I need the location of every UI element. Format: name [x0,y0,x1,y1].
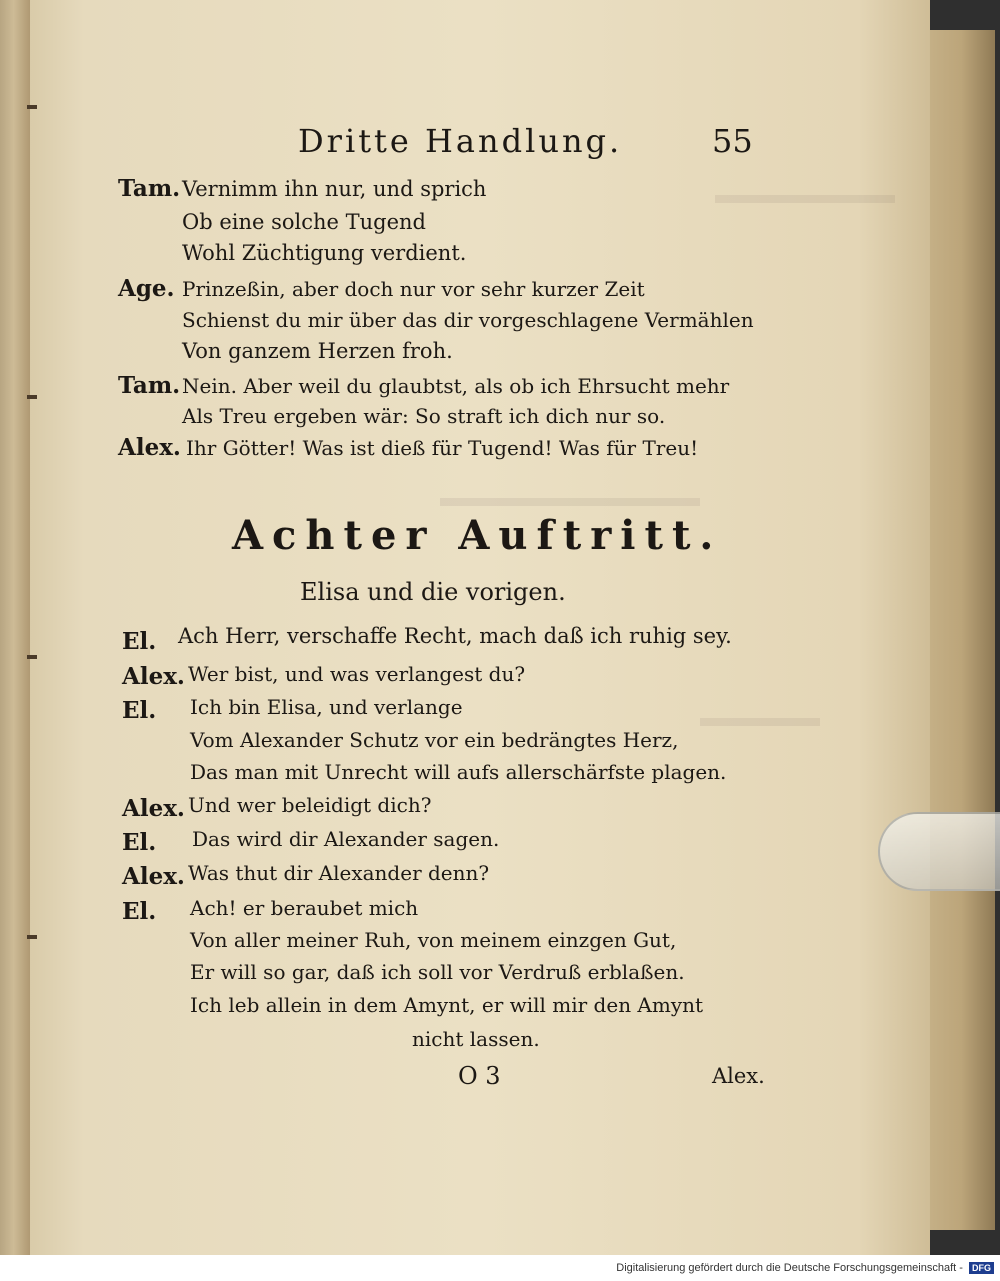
bleed-through [440,470,700,506]
catchword: Alex. [712,1064,765,1088]
verse-line: Von aller meiner Ruh, von meinem einzgen Gut, [190,928,677,952]
verse-line: Prinzeßin, aber doch nur vor sehr kurzer Zeit [182,277,645,301]
binding-thread [27,105,37,109]
binding-thread [27,935,37,939]
signature-mark: O 3 [458,1062,501,1090]
verse-line: Was thut dir Alexander denn? [188,861,490,885]
footer-credit [616,1262,994,1274]
verse-line: Ihr Götter! Was ist dieß für Tugend! Was für Treu! [186,436,699,460]
verse-line: Vernimm ihn nur, und sprich [182,177,487,201]
speaker-label: El. [122,697,157,724]
verse-line: nicht lassen. [412,1027,540,1051]
speaker-label: Alex. [122,795,185,822]
speaker-label: Alex. [122,663,185,690]
page-clip [878,812,1000,891]
speaker-label: El. [122,898,157,925]
verse-line: Von ganzem Herzen froh. [182,339,453,363]
speaker-label: El. [122,628,157,655]
verse-line: Das wird dir Alexander sagen. [192,827,500,851]
verse-line: Ob eine solche Tugend [182,210,427,234]
speaker-label: Alex. [118,434,181,461]
verse-line: Vom Alexander Schutz vor ein bedrängtes Herz, [190,728,679,752]
bleed-through [715,165,895,203]
verse-line: Wer bist, und was verlangest du? [188,662,526,686]
verse-line: Als Treu ergeben wär: So straft ich dich nur so. [182,404,666,428]
scene-title: Achter Auftritt. [232,512,723,559]
speaker-label: El. [122,829,157,856]
verse-line: Er will so gar, daß ich soll vor Verdruß erblaßen. [190,960,685,984]
binding-thread [27,395,37,399]
verse-line: Und wer beleidigt dich? [188,793,432,817]
footer-text: Digitalisierung gefördert durch die Deutsche Forschungsgemeinschaft - [616,1262,963,1274]
speaker-label: Alex. [122,863,185,890]
speaker-label: Tam. [118,175,181,202]
verse-line: Wohl Züchtigung verdient. [182,241,467,265]
verse-line: Ach! er beraubet mich [190,896,419,920]
verse-line: Ich bin Elisa, und verlange [190,695,463,719]
verse-line: Schienst du mir über das dir vorgeschlagene Vermählen [182,308,754,332]
speaker-label: Age. [118,275,175,302]
page-number: 55 [712,122,753,160]
left-page-edge [0,0,34,1255]
speaker-label: Tam. [118,372,181,399]
running-head: Dritte Handlung. [298,122,623,160]
verse-line: Ich leb allein in dem Amynt, er will mir den Amynt [190,993,704,1017]
bleed-through [700,690,820,726]
binding-thread [27,655,37,659]
verse-line: Ach Herr, verschaffe Recht, mach daß ich ruhig sey. [178,624,732,648]
verse-line: Nein. Aber weil du glaubtst, als ob ich Ehrsucht mehr [182,374,730,398]
right-page-stack [920,30,995,1230]
verse-line: Das man mit Unrecht will aufs allerschärfste plagen. [190,760,727,784]
dfg-logo: DFG [969,1262,994,1274]
scene-subtitle: Elisa und die vorigen. [300,578,566,606]
